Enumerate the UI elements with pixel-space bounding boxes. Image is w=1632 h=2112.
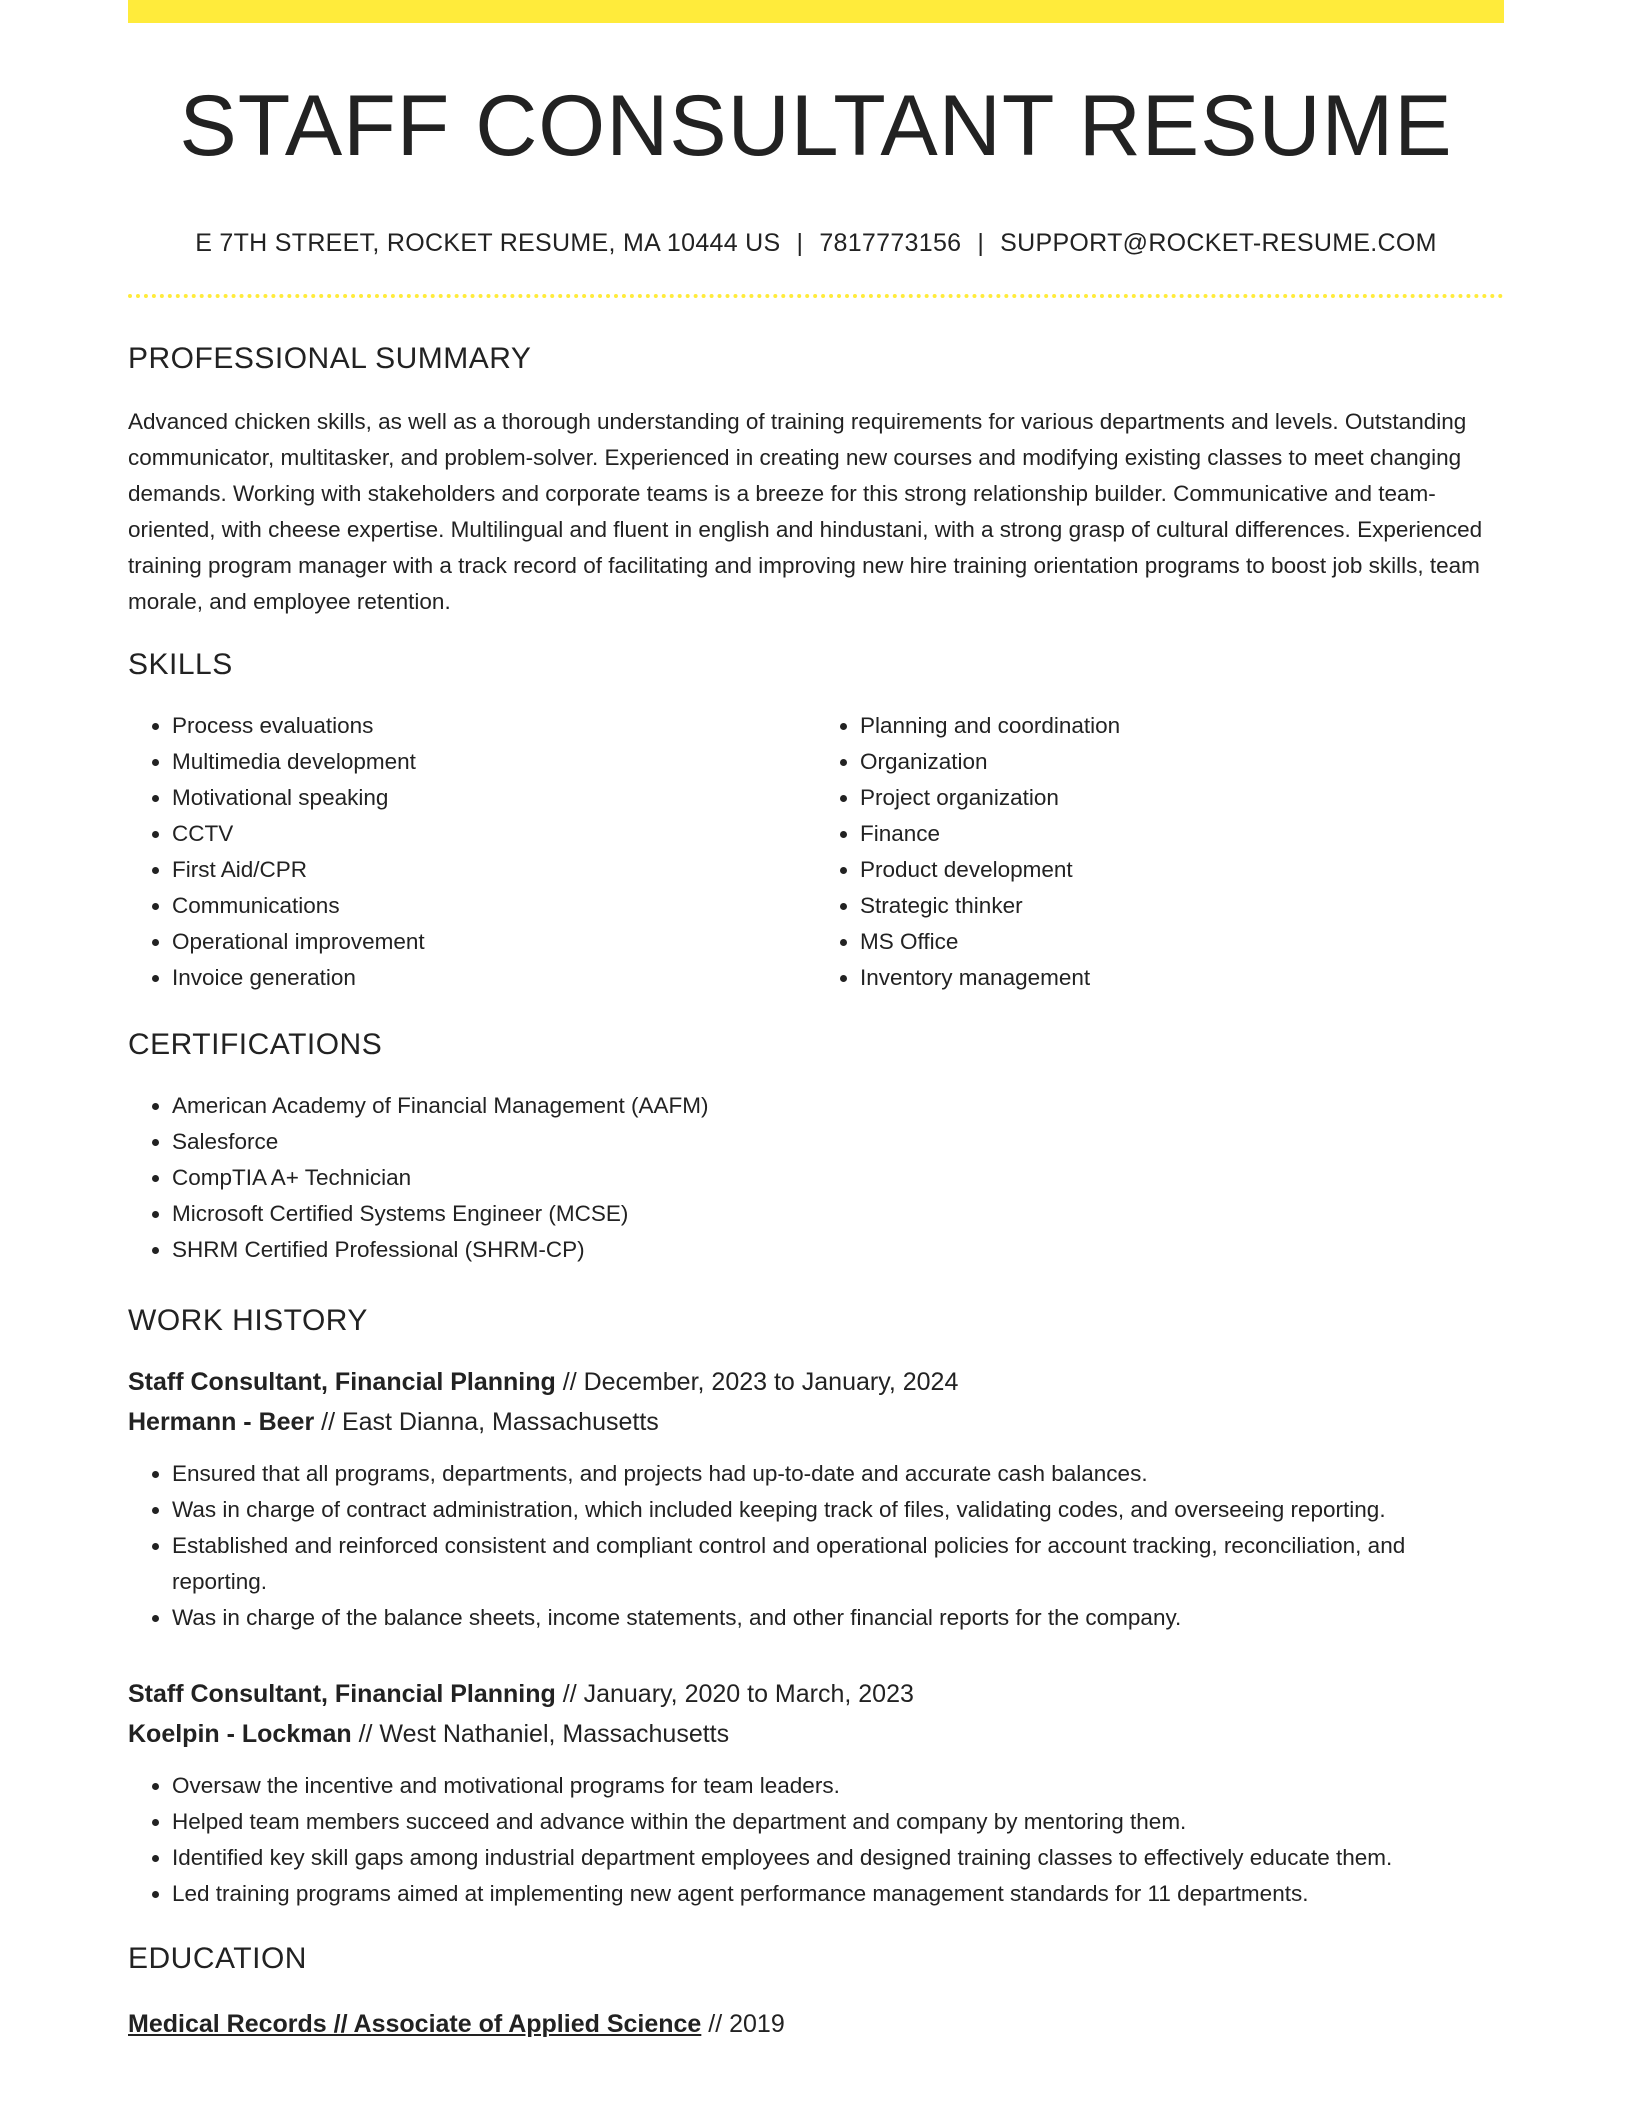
job-bullet: • Identified key skill gaps among industrial department employees and designed training classes to effectively educate them. — [172, 1840, 1504, 1876]
education-degree: Medical Records // Associate of Applied Science — [128, 2010, 702, 2038]
job-company-line — [128, 1714, 1504, 1754]
skill-item: • Inventory management — [860, 960, 1504, 996]
job-company-line — [128, 1402, 1504, 1442]
certification-item: • SHRM Certified Professional (SHRM-CP) — [172, 1232, 1504, 1268]
summary-text: Advanced chicken skills, as well as a thorough understanding of training requirements for various departments and levels. Outstanding communicator, multitasker, and problem-solver. Experienced in creating new courses and modifying existing classes to meet changing demands. Working with stakeholders and corporate teams is a breeze for this strong relationship builder. Communicative and team-oriented, with cheese expertise. Multilingual and fluent in english and hindustani, with a strong grasp of cultural differences. Experienced training program manager with a track record of facilitating and improving new hire training orientation programs to boost job skills, team morale, and employee retention. — [128, 409, 1483, 614]
job-dates: // January, 2020 to March, 2023 — [562, 1680, 914, 1708]
skill-item: • First Aid/CPR — [172, 852, 816, 888]
skill-item: • Finance — [860, 816, 1504, 852]
job-bullet: • Oversaw the incentive and motivational programs for team leaders. — [172, 1768, 1504, 1804]
resume-page — [128, 0, 1504, 2044]
job-title: Staff Consultant, Financial Planning — [128, 1368, 556, 1396]
certification-item: • American Academy of Financial Management (AAFM) — [172, 1088, 1504, 1124]
contact-separator: | — [796, 229, 804, 257]
section-heading-certifications: CERTIFICATIONS — [128, 1028, 383, 1061]
job-company: Hermann - Beer — [128, 1408, 315, 1436]
job-title-line — [128, 1674, 1504, 1714]
job-bullets — [128, 1456, 1504, 1636]
skill-item: • Product development — [860, 852, 1504, 888]
contact-separator: | — [977, 229, 985, 257]
skill-item: • Multimedia development — [172, 744, 816, 780]
skill-item: • Communications — [172, 888, 816, 924]
job-dates: // December, 2023 to January, 2024 — [562, 1368, 959, 1396]
skill-item: • Operational improvement — [172, 924, 816, 960]
job-company: Koelpin - Lockman — [128, 1720, 352, 1748]
job-bullet: • Ensured that all programs, departments, and projects had up-to-date and accurate cash balances. — [172, 1456, 1504, 1492]
skill-item: • Project organization — [860, 780, 1504, 816]
skill-item: • Strategic thinker — [860, 888, 1504, 924]
skill-item: • Planning and coordination — [860, 708, 1504, 744]
education-year: // 2019 — [708, 2010, 785, 2038]
certifications-list — [128, 1088, 1504, 1268]
job-location: // East Dianna, Massachusetts — [321, 1408, 659, 1436]
job-location: // West Nathaniel, Massachusetts — [358, 1720, 730, 1748]
section-heading-work-history: WORK HISTORY — [128, 1304, 368, 1337]
skill-item: • Organization — [860, 744, 1504, 780]
job-bullet: • Established and reinforced consistent and compliant control and operational policies for account tracking, reconciliation, and reporting. — [172, 1528, 1504, 1600]
section-heading-education: EDUCATION — [128, 1942, 307, 1975]
skills-list-left — [128, 708, 816, 996]
skills-columns — [128, 708, 1504, 996]
certification-item: • Microsoft Certified Systems Engineer (MCSE) — [172, 1196, 1504, 1232]
job-title: Staff Consultant, Financial Planning — [128, 1680, 556, 1708]
dotted-divider — [128, 294, 1504, 298]
certification-item: • CompTIA A+ Technician — [172, 1160, 1504, 1196]
education-entry — [128, 2004, 1504, 2044]
contact-address: E 7TH STREET, ROCKET RESUME, MA 10444 US — [195, 229, 781, 257]
skill-item: • MS Office — [860, 924, 1504, 960]
skill-item: • CCTV — [172, 816, 816, 852]
skill-item: • Process evaluations — [172, 708, 816, 744]
job-bullet: • Was in charge of contract administration, which included keeping track of files, validating codes, and overseeing reporting. — [172, 1492, 1504, 1528]
job-bullet: • Was in charge of the balance sheets, income statements, and other financial reports for the company. — [172, 1600, 1504, 1636]
contact-phone: 7817773156 — [819, 229, 962, 257]
accent-top-bar — [128, 0, 1504, 23]
job-title-line — [128, 1362, 1504, 1402]
job-bullets — [128, 1768, 1504, 1912]
contact-email: SUPPORT@ROCKET-RESUME.COM — [1000, 229, 1437, 257]
certification-item: • Salesforce — [172, 1124, 1504, 1160]
section-heading-skills: SKILLS — [128, 648, 233, 681]
resume-title: STAFF CONSULTANT RESUME — [179, 78, 1453, 174]
skill-item: • Motivational speaking — [172, 780, 816, 816]
skill-item: • Invoice generation — [172, 960, 816, 996]
contact-line — [128, 229, 1504, 258]
job-bullet: • Helped team members succeed and advance within the department and company by mentoring them. — [172, 1804, 1504, 1840]
job-bullet: • Led training programs aimed at implementing new agent performance management standards for 11 departments. — [172, 1876, 1504, 1912]
skills-list-right — [816, 708, 1504, 996]
section-heading-summary: PROFESSIONAL SUMMARY — [128, 342, 532, 375]
